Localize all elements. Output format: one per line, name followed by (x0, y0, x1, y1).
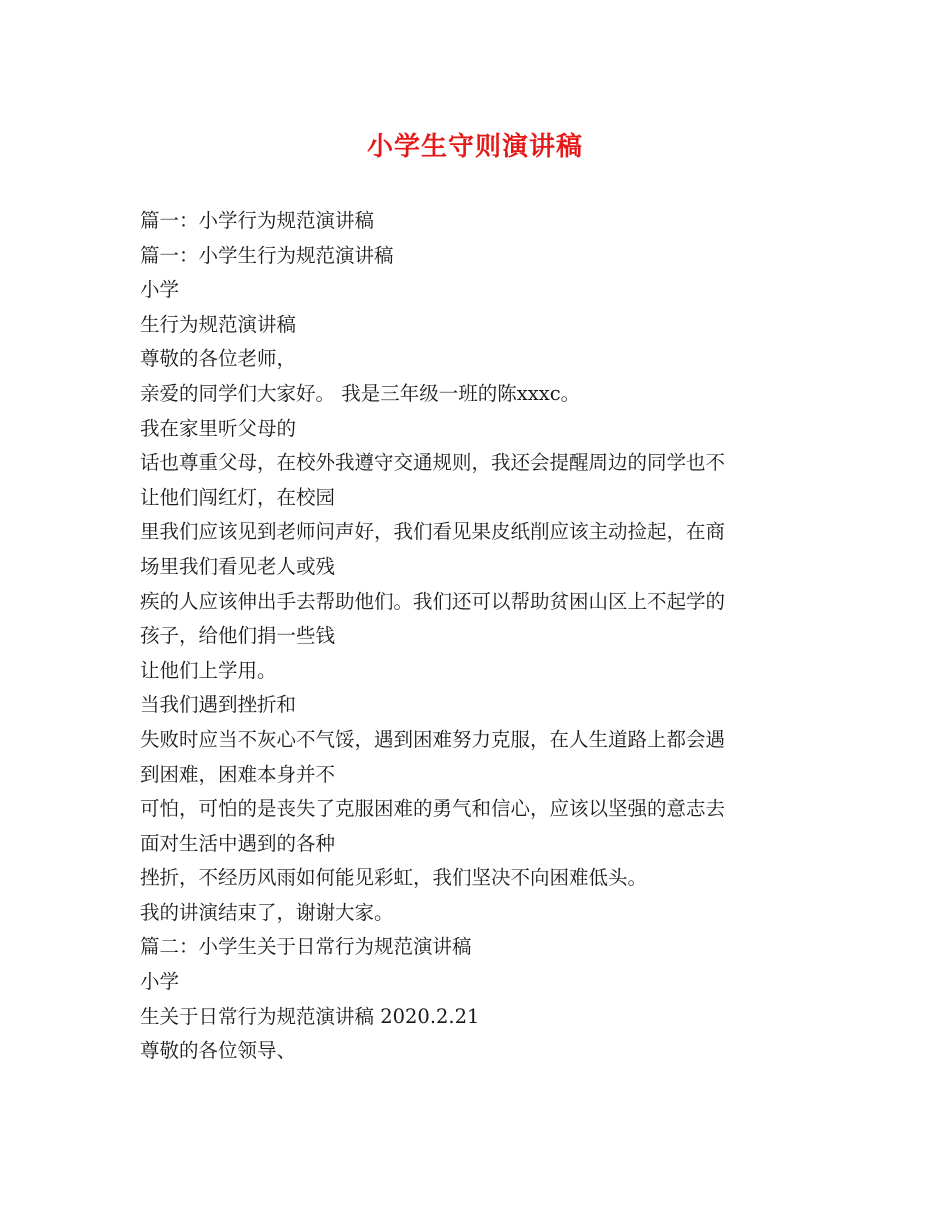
text-line: 我在家里听父母的 (140, 416, 297, 440)
text-line: 场里我们看见老人或残 (140, 554, 336, 578)
text-line: 尊敬的各位老师， (140, 347, 297, 371)
text-line: 我的讲演结束了，谢谢大家。 (140, 900, 394, 924)
text-line: 当我们遇到挫折和 (140, 693, 297, 717)
text-line: 篇一：小学生行为规范演讲稿 (140, 243, 394, 267)
text-line: 亲爱的同学们大家好。 我是三年级一班的陈xxxc。 (140, 381, 581, 405)
text-line: 生关于日常行为规范演讲稿 2020.2.21 (140, 1004, 480, 1028)
document-title: 小学生守则演讲稿 (366, 132, 583, 162)
text-line: 到困难，困难本身并不 (140, 762, 336, 786)
text-line: 失败时应当不灰心不气馁，遇到困难努力克服，在人生道路上都会遇 (140, 727, 726, 751)
text-line: 让他们闯红灯，在校园 (140, 485, 336, 509)
text-line: 尊敬的各位领导、 (140, 1039, 297, 1063)
text-line: 孩子，给他们捐一些钱 (140, 624, 336, 648)
text-line: 篇二：小学生关于日常行为规范演讲稿 (140, 935, 472, 959)
text-line: 面对生活中遇到的各种 (140, 831, 336, 855)
text-line: 话也尊重父母，在校外我遵守交通规则，我还会提醒周边的同学也不 (140, 451, 726, 475)
text-line: 疾的人应该伸出手去帮助他们。我们还可以帮助贫困山区上不起学的 (140, 589, 726, 613)
text-line: 小学 (140, 970, 180, 994)
text-line: 小学 (140, 278, 180, 302)
text-line: 让他们上学用。 (140, 658, 277, 682)
text-line: 篇一：小学行为规范演讲稿 (140, 209, 375, 232)
text-line: 可怕，可怕的是丧失了克服困难的勇气和信心，应该以坚强的意志去 (140, 797, 726, 821)
text-line: 里我们应该见到老师问声好，我们看见果皮纸削应该主动捡起，在商 (140, 520, 726, 544)
text-line: 生行为规范演讲稿 (140, 312, 297, 336)
document-body (140, 204, 820, 1069)
text-line: 挫折，不经历风雨如何能见彩虹，我们坚决不向困难低头。 (140, 866, 648, 890)
